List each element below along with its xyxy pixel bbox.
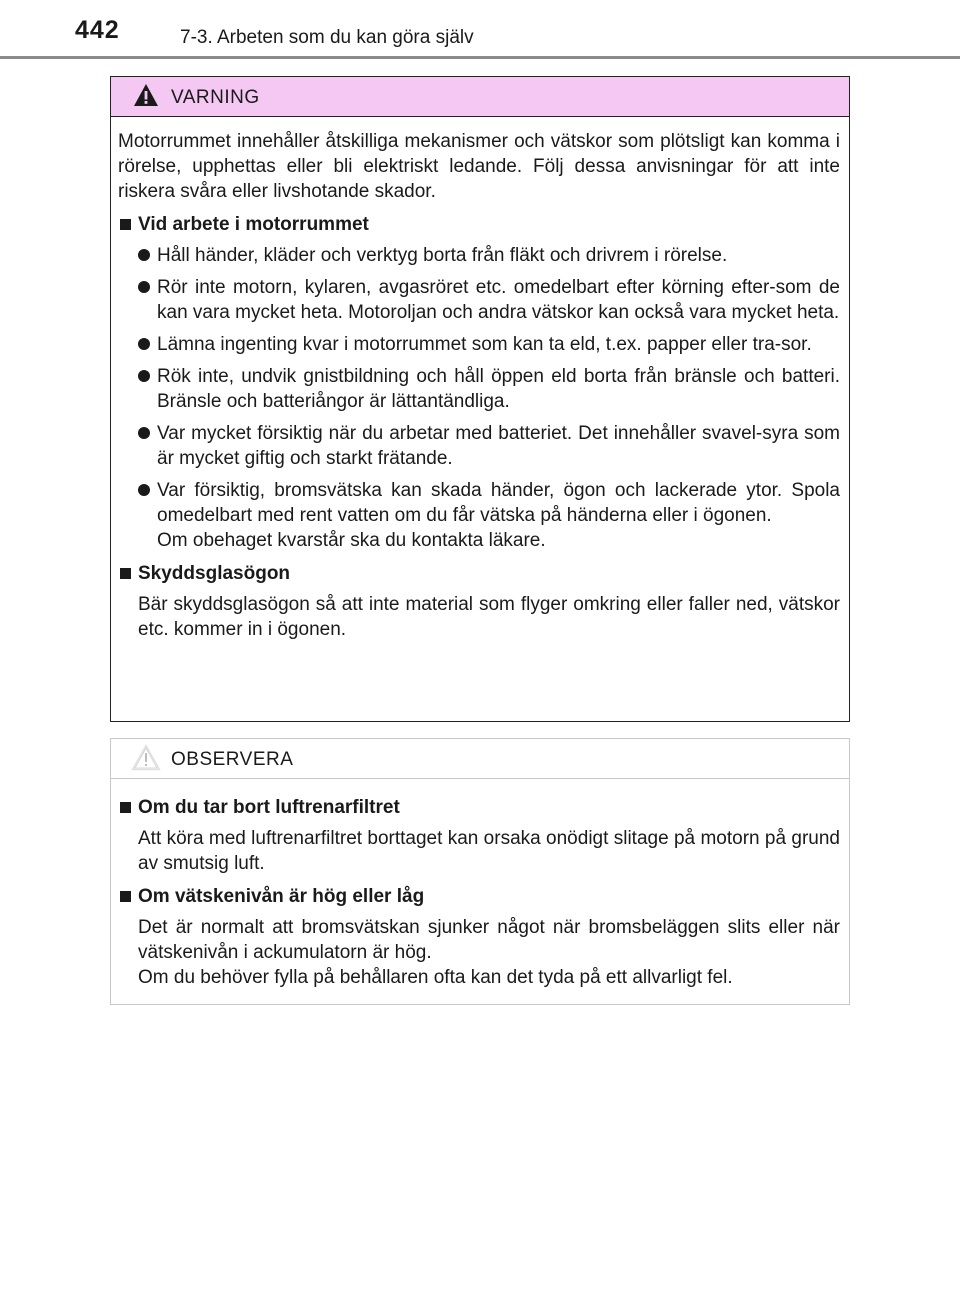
square-bullet-icon: [120, 802, 131, 813]
page-number: 442: [75, 16, 120, 44]
notice-header: [111, 739, 849, 779]
round-bullet-icon: [138, 338, 150, 350]
bullet-text: Lämna ingenting kvar i motorrummet som kan ta eld, t.ex. papper eller tra-sor.: [157, 334, 812, 355]
bullet-item: [118, 275, 840, 325]
section-heading: [118, 212, 840, 237]
section-heading: [118, 884, 840, 909]
bullet-text: [157, 478, 840, 553]
bullet-main-text: Var försiktig, bromsvätska kan skada händer, ögon och lackerade ytor. Spola omedelbart med rent vatten om du får vätska på händerna eller i ögonen.: [157, 480, 840, 526]
round-bullet-icon: [138, 484, 150, 496]
bullet-item: [118, 478, 840, 553]
warning-body: [111, 117, 849, 642]
warning-header: [111, 77, 849, 117]
square-bullet-icon: [120, 891, 131, 902]
page-header: [0, 0, 960, 62]
warning-label: VARNING: [171, 87, 260, 108]
section-extra-text: Om du behöver fylla på behållaren ofta kan det tyda på ett allvarligt fel.: [138, 967, 733, 988]
round-bullet-icon: [138, 281, 150, 293]
section-main-text: Det är normalt att bromsvätskan sjunker något när bromsbeläggen slits eller när vätskenivån i ackumulatorn är hög.: [138, 917, 840, 963]
section-heading-text: Skyddsglasögon: [138, 563, 291, 584]
section-heading-text: Vid arbete i motorrummet: [138, 214, 369, 235]
bullet-item: [118, 243, 840, 268]
bullet-item: [118, 364, 840, 414]
notice-box: [110, 738, 850, 1005]
section-heading-text: Om vätskenivån är hög eller låg: [138, 886, 425, 907]
warning-box: [110, 76, 850, 722]
warning-triangle-icon: [133, 83, 159, 107]
bullet-text: Håll händer, kläder och verktyg borta från fläkt och drivrem i rörelse.: [157, 245, 728, 266]
square-bullet-icon: [120, 568, 131, 579]
square-bullet-icon: [120, 219, 131, 230]
bullet-text: Var mycket försiktig när du arbetar med batteriet. Det innehåller svavel-syra som är mycket giftig och starkt frätande.: [157, 423, 840, 469]
warning-intro: Motorrummet innehåller åtskilliga mekanismer och vätskor som plötsligt kan komma i rörelse, upphettas eller bli elektriskt ledande. Följ dessa anvisningar för att inte riskera svåra eller livshotande skador.: [118, 131, 840, 202]
round-bullet-icon: [138, 427, 150, 439]
bullet-text: Rör inte motorn, kylaren, avgasröret etc. omedelbart efter körning efter-som de kan vara mycket heta. Motoroljan och andra vätskor kan också vara mycket heta.: [157, 277, 840, 323]
section-text: [118, 915, 840, 990]
round-bullet-icon: [138, 370, 150, 382]
section-title: 7-3. Arbeten som du kan göra själv: [180, 27, 474, 48]
caution-triangle-outline-icon: [131, 744, 161, 771]
notice-body: [111, 779, 849, 990]
bullet-item: [118, 332, 840, 357]
notice-label: OBSERVERA: [171, 749, 294, 770]
section-heading-text: Om du tar bort luftrenarfiltret: [138, 797, 400, 818]
bullet-text: Rök inte, undvik gnistbildning och håll öppen eld borta från bränsle och batteri. Bränsle och batteriångor är lättantändliga.: [157, 366, 840, 412]
section-heading: [118, 795, 840, 820]
bullet-item: [118, 421, 840, 471]
section-heading: [118, 561, 840, 586]
section-text: Att köra med luftrenarfiltret borttaget kan orsaka onödigt slitage på motorn på grund av smutsig luft.: [138, 828, 840, 874]
section-text: Bär skyddsglasögon så att inte material som flyger omkring eller faller ned, vätskor etc. kommer in i ögonen.: [138, 594, 840, 640]
header-rule: [0, 56, 960, 59]
round-bullet-icon: [138, 249, 150, 261]
bullet-extra-text: Om obehaget kvarstår ska du kontakta läkare.: [157, 530, 546, 551]
